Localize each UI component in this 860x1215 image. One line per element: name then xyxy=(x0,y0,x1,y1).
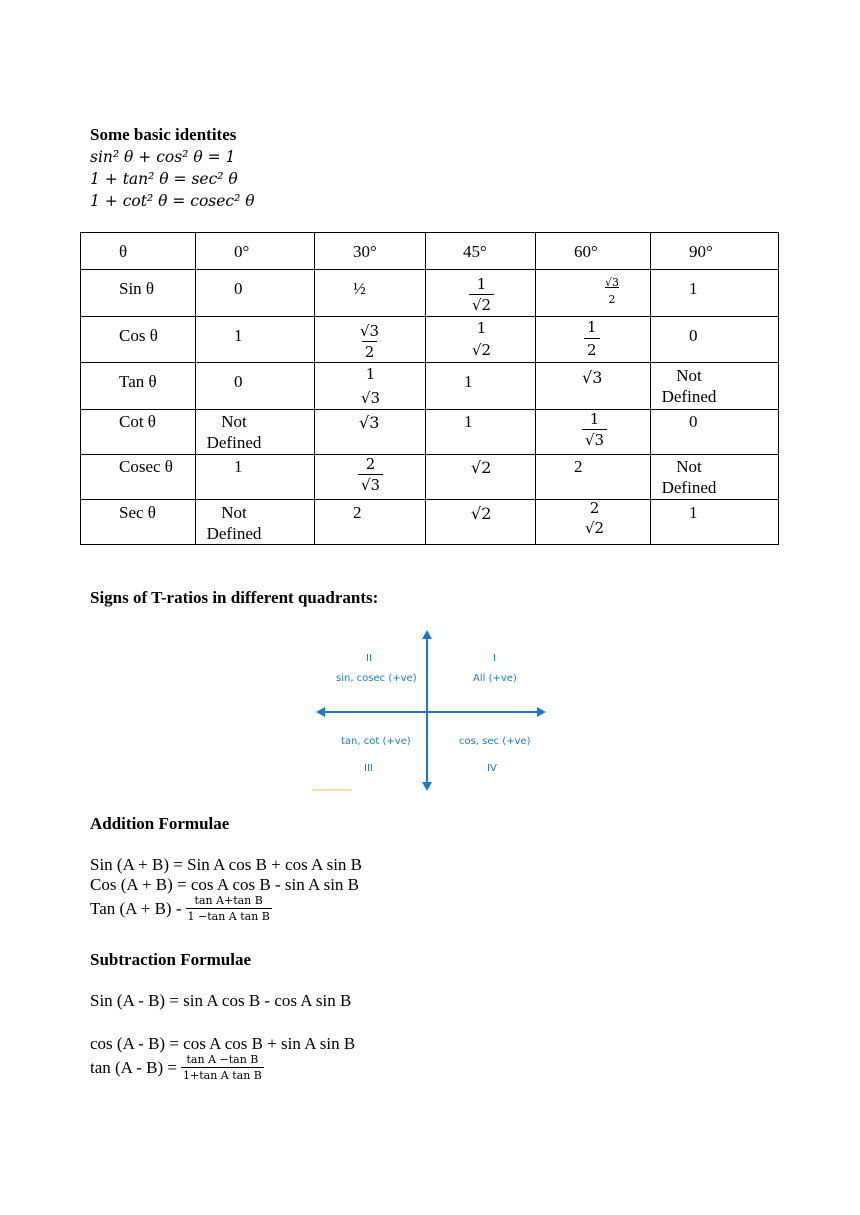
header-60: 60° xyxy=(574,242,598,261)
row-label: Tan θ xyxy=(119,372,157,391)
numerator: 1 xyxy=(476,319,487,337)
denominator: √2 xyxy=(472,341,492,359)
cell-fraction xyxy=(357,321,382,362)
cell-value: 0 xyxy=(234,372,243,391)
line-2: Defined xyxy=(661,387,717,406)
cell-value: 0 xyxy=(689,326,698,345)
header-cell xyxy=(651,233,779,270)
denominator: 2 xyxy=(608,293,616,306)
cell-value: 2 xyxy=(574,457,583,476)
addition-heading: Addition Formulae xyxy=(90,814,230,833)
subtraction-heading: Subtraction Formulae xyxy=(90,950,252,969)
cell-value: 0 xyxy=(689,412,698,431)
identities-heading: Some basic identites xyxy=(90,125,237,144)
y-axis-down-arrow xyxy=(422,782,432,791)
header-0: 0° xyxy=(234,242,250,261)
row-label: Cot θ xyxy=(119,412,156,431)
cell-value xyxy=(205,411,263,453)
y-axis-up-arrow xyxy=(422,630,432,639)
x-axis-left-arrow xyxy=(316,707,325,717)
cell-value: 2 xyxy=(353,503,362,522)
table-row xyxy=(81,410,779,455)
cell-fraction xyxy=(358,364,383,410)
cell-fraction xyxy=(582,410,607,451)
row-label: Sec θ xyxy=(119,503,156,522)
addition-tan-fraction xyxy=(186,893,272,924)
denominator: √3 xyxy=(361,389,381,407)
cell-value: 0 xyxy=(234,279,243,298)
denominator: 2 xyxy=(584,338,600,361)
quadrants-heading: Signs of T-ratios in different quadrants: xyxy=(90,588,379,607)
line-2: Defined xyxy=(206,433,262,452)
denominator: 1+tan A tan B xyxy=(183,1069,262,1082)
cell-value: 1 xyxy=(689,503,698,522)
header-cell xyxy=(81,233,196,270)
subtraction-tan-formula xyxy=(90,1052,264,1083)
quadrant-diagram xyxy=(300,618,560,798)
table-row xyxy=(81,270,779,317)
line-2: Defined xyxy=(661,478,717,497)
header-theta: θ xyxy=(119,242,128,261)
identity-line-3 xyxy=(90,191,255,211)
trig-values-table xyxy=(80,232,779,545)
row-label: Sin θ xyxy=(119,279,155,298)
numerator: √3 xyxy=(360,322,380,340)
identity-line-3-text: 1 + cot² θ = cosec² θ xyxy=(90,192,255,210)
cell-value: ½ xyxy=(353,279,366,298)
header-30: 30° xyxy=(353,242,377,261)
cell-value xyxy=(660,365,718,407)
line-1: Not xyxy=(221,503,247,522)
denominator: √3 xyxy=(358,474,383,495)
denominator: √3 xyxy=(582,429,607,450)
cell-value: √2 xyxy=(471,458,492,477)
denominator: 2 xyxy=(362,341,378,362)
denominator: √2 xyxy=(469,294,494,315)
cell-value xyxy=(205,502,263,544)
row-label: Cos θ xyxy=(119,326,158,345)
table-row xyxy=(81,317,779,363)
numerator: 2 xyxy=(365,455,376,473)
identity-line-1-text: sin² θ + cos² θ = 1 xyxy=(90,148,236,166)
header-90: 90° xyxy=(689,242,713,261)
numerator: tan A+tan B xyxy=(194,894,263,907)
quadrant-1-label: All (+ve) xyxy=(473,673,517,684)
line-1: Not xyxy=(676,457,702,476)
quadrant-3-numeral: III xyxy=(364,763,373,774)
x-axis-right-arrow xyxy=(537,707,546,717)
cell-fraction xyxy=(602,274,622,308)
numerator: 1 xyxy=(365,365,376,383)
cell-value: 1 xyxy=(234,457,243,476)
addition-tan-prefix: Tan (A + B) - xyxy=(90,898,182,918)
cell-value: √2 xyxy=(471,504,492,523)
addition-sin-formula: Sin (A + B) = Sin A cos B + cos A sin B xyxy=(90,855,363,874)
row-label: Cosec θ xyxy=(119,457,173,476)
quadrant-4-numeral: IV xyxy=(487,763,497,774)
line-2: Defined xyxy=(206,524,262,543)
denominator: 1 −tan A tan B xyxy=(187,910,270,923)
cell-value: √3 xyxy=(582,368,603,387)
axes-graphic xyxy=(300,618,560,798)
quadrant-1-numeral: I xyxy=(493,653,496,664)
line-1: Not xyxy=(676,366,702,385)
subtraction-tan-fraction xyxy=(181,1052,264,1083)
identity-line-1 xyxy=(90,147,235,167)
table-row xyxy=(81,363,779,410)
quadrant-2-numeral: II xyxy=(366,653,372,664)
cell-fraction xyxy=(469,317,494,361)
numerator: √3 xyxy=(605,276,620,289)
cell-value: 1 xyxy=(464,372,473,391)
table-row xyxy=(81,500,779,545)
table-header-row xyxy=(81,233,779,270)
cell-fraction xyxy=(358,455,383,496)
numerator: 2 xyxy=(589,499,600,517)
cell-value: 1 xyxy=(464,412,473,431)
header-cell xyxy=(196,233,315,270)
quadrant-2-label: sin, cosec (+ve) xyxy=(336,673,417,684)
subtraction-tan-prefix: tan (A - B) = xyxy=(90,1057,178,1077)
addition-tan-formula xyxy=(90,893,272,924)
cell-fraction xyxy=(584,317,600,361)
cell-value: 1 xyxy=(689,279,698,298)
header-cell xyxy=(426,233,536,270)
quadrant-4-label: cos, sec (+ve) xyxy=(459,736,531,747)
denominator: √2 xyxy=(585,519,605,537)
subtraction-cos-formula: cos (A - B) = cos A cos B + sin A sin B xyxy=(90,1034,356,1053)
cell-fraction xyxy=(582,500,607,539)
cell-value xyxy=(660,456,718,498)
numerator: 1 xyxy=(587,318,597,336)
numerator: 1 xyxy=(589,410,600,428)
cell-fraction xyxy=(469,274,494,315)
header-45: 45° xyxy=(463,242,487,261)
identity-line-2-text: 1 + tan² θ = sec² θ xyxy=(90,170,238,188)
numerator: 1 xyxy=(476,275,487,293)
header-cell xyxy=(536,233,651,270)
subtraction-sin-formula: Sin (A - B) = sin A cos B - cos A sin B xyxy=(90,991,352,1010)
table-row xyxy=(81,455,779,500)
quadrant-3-label: tan, cot (+ve) xyxy=(341,736,411,747)
identity-line-2 xyxy=(90,169,238,189)
cell-value: √3 xyxy=(359,413,380,432)
numerator: tan A −tan B xyxy=(186,1053,259,1066)
addition-cos-formula: Cos (A + B) = cos A cos B - sin A sin B xyxy=(90,875,360,894)
line-1: Not xyxy=(221,412,247,431)
cell-value: 1 xyxy=(234,326,243,345)
header-cell xyxy=(315,233,426,270)
